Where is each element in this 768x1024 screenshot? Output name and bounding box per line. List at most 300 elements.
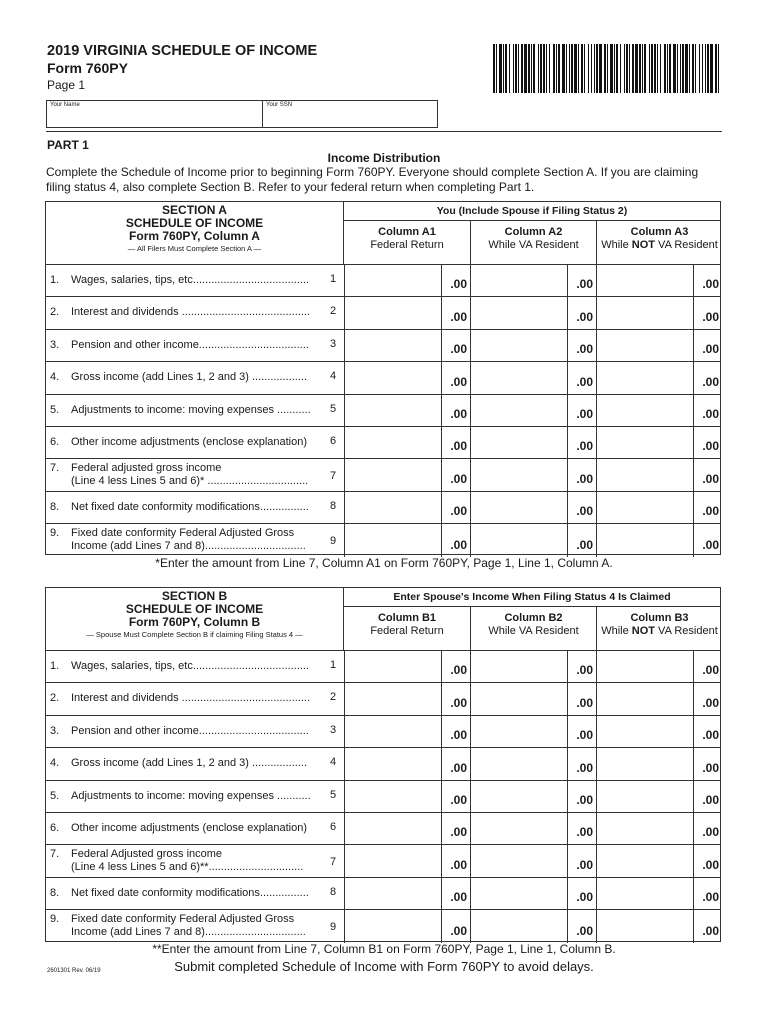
barcode-bar (581, 44, 583, 93)
cents-cell (567, 845, 597, 876)
row-number: 2. (50, 692, 60, 705)
amount-field[interactable] (596, 845, 722, 876)
row-description: Wages, salaries, tips, etc...................................... (71, 660, 309, 672)
row-description: Wages, salaries, tips, etc...................................... (71, 274, 309, 286)
cents-cell (693, 683, 723, 714)
amount-field[interactable] (344, 297, 470, 328)
cents-cell (567, 910, 597, 942)
cents-label: .00 (702, 309, 719, 324)
table-row (46, 524, 720, 556)
cents-label: .00 (702, 277, 719, 292)
amount-field[interactable] (596, 683, 722, 714)
barcode-bar (521, 44, 523, 93)
row-number: 7. (50, 462, 60, 475)
table-row (46, 330, 720, 362)
amount-field[interactable] (470, 524, 596, 556)
row-description: Other income adjustments (enclose explanation) (71, 821, 308, 834)
submit-note: Submit completed Schedule of Income with Form 760PY to avoid delays. (174, 959, 594, 974)
cents-label: .00 (576, 277, 593, 292)
barcode-bar (669, 44, 671, 93)
row-description: Net fixed date conformity modifications................ (71, 500, 309, 513)
barcode-bar (715, 44, 717, 93)
cents-label: .00 (450, 728, 467, 743)
amount-field[interactable] (470, 910, 596, 942)
cents-label: .00 (450, 792, 467, 807)
section-form: Form 760PY, Column B (128, 615, 261, 629)
barcode-bar (660, 44, 661, 93)
amount-field[interactable] (596, 651, 722, 682)
barcode-bar (629, 44, 630, 93)
amount-field[interactable] (470, 297, 596, 328)
cents-label: .00 (576, 663, 593, 678)
line-number: 9 (330, 535, 337, 548)
line-number: 7 (330, 856, 337, 869)
row-number: 8. (50, 500, 60, 513)
amount-field[interactable] (470, 878, 596, 909)
barcode-bar (543, 44, 545, 93)
cents-label: .00 (702, 342, 719, 357)
amount-field[interactable] (470, 845, 596, 876)
table-row (46, 265, 720, 297)
section-note: — All Filers Must Complete Section A — (127, 244, 262, 253)
cents-label: .00 (576, 695, 593, 710)
cents-cell (693, 878, 723, 909)
table-row (46, 878, 720, 910)
cents-label: .00 (702, 857, 719, 872)
cents-cell (441, 683, 471, 714)
barcode-bar (528, 44, 530, 93)
line-number: 2 (330, 691, 337, 704)
barcode-bar (639, 44, 641, 93)
cents-cell (693, 651, 723, 682)
column-subtitle: Federal Return (370, 625, 444, 637)
line-number: 5 (330, 402, 337, 415)
barcode-bar (493, 44, 495, 93)
row-number: 8. (50, 886, 60, 899)
barcode-bar (624, 44, 625, 93)
table-row (46, 781, 720, 813)
barcode-bar (642, 44, 643, 93)
cents-cell (693, 813, 723, 844)
amount-field[interactable] (596, 362, 722, 393)
table-row (46, 813, 720, 845)
column-header (596, 221, 722, 264)
cents-cell (693, 524, 723, 556)
barcode-bar (546, 44, 547, 93)
column-band: Enter Spouse's Income When Filing Status 4 Is Claimed (344, 588, 720, 607)
cents-label: .00 (576, 760, 593, 775)
cents-label: .00 (576, 728, 593, 743)
row-number: 5. (50, 403, 60, 416)
row-number: 7. (50, 848, 60, 861)
line-number: 8 (330, 499, 337, 512)
cents-label: .00 (576, 923, 593, 938)
barcode-bar (610, 44, 613, 93)
amount-field[interactable] (344, 748, 470, 779)
amount-field[interactable] (470, 683, 596, 714)
amount-field[interactable] (470, 651, 596, 682)
page-label: Page 1 (47, 78, 86, 92)
barcode-bar (620, 44, 621, 93)
amount-field[interactable] (470, 492, 596, 523)
column-name: Column B2 (504, 612, 563, 624)
cents-cell (567, 524, 597, 556)
barcode-bar (515, 44, 517, 93)
amount-field[interactable] (344, 362, 470, 393)
cents-label: .00 (702, 760, 719, 775)
section-title: SECTION B (161, 589, 228, 603)
barcode-icon (493, 44, 721, 93)
cents-label: .00 (576, 342, 593, 357)
cents-cell (441, 297, 471, 328)
row-description: Net fixed date conformity modifications................ (71, 886, 309, 899)
cents-cell (441, 459, 471, 490)
table-row (46, 716, 720, 748)
cents-label: .00 (702, 728, 719, 743)
cents-label: .00 (450, 695, 467, 710)
barcode-bar (496, 44, 497, 93)
cents-label: .00 (450, 663, 467, 678)
amount-field[interactable] (596, 813, 722, 844)
amount-field[interactable] (470, 459, 596, 490)
cents-cell (567, 748, 597, 779)
table-row (46, 459, 720, 491)
cents-label: .00 (702, 890, 719, 905)
row-description: Pension and other income.................................... (71, 338, 309, 351)
row-description: Interest and dividends .......................................... (71, 306, 311, 319)
barcode-bar (718, 44, 719, 93)
cents-cell (567, 651, 597, 682)
column-subtitle: While NOT VA Resident (601, 239, 718, 251)
section-note: — Spouse Must Complete Section B if claiming Filing Status 4 — (86, 630, 303, 639)
cents-label: .00 (450, 439, 467, 454)
barcode-bar (588, 44, 589, 93)
divider (46, 131, 722, 132)
line-number: 9 (330, 921, 337, 934)
barcode-bar (677, 44, 678, 93)
barcode-bar (664, 44, 666, 93)
cents-label: .00 (450, 857, 467, 872)
barcode-bar (599, 44, 602, 93)
column-name: Column A1 (378, 226, 436, 238)
part-heading: Income Distribution (327, 151, 441, 165)
cents-cell (567, 297, 597, 328)
section-subtitle: SCHEDULE OF INCOME (125, 216, 264, 230)
barcode-bar (540, 44, 542, 93)
taxpayer-id-box (46, 100, 438, 128)
amount-field[interactable] (344, 683, 470, 714)
row-description: Fixed date conformity Federal Adjusted Gross Income (add Lines 7 and 8)................................. (71, 527, 306, 553)
cents-label: .00 (576, 309, 593, 324)
amount-field[interactable] (344, 716, 470, 747)
barcode-bar (654, 44, 656, 93)
cents-label: .00 (450, 342, 467, 357)
line-number: 3 (330, 723, 337, 736)
ssn-field[interactable] (263, 101, 437, 127)
row-number: 1. (50, 274, 60, 286)
column-header (596, 607, 722, 650)
cents-label: .00 (450, 537, 467, 552)
table-row (46, 748, 720, 780)
line-number: 7 (330, 470, 337, 483)
barcode-bar (673, 44, 676, 93)
line-number: 4 (330, 370, 337, 383)
barcode-bar (562, 44, 565, 93)
amount-field[interactable] (470, 362, 596, 393)
amount-field[interactable] (344, 330, 470, 361)
name-field[interactable] (47, 101, 263, 127)
amount-field[interactable] (470, 330, 596, 361)
column-header (344, 221, 470, 264)
cents-cell (693, 362, 723, 393)
amount-field[interactable] (344, 427, 470, 458)
barcode-bar (699, 44, 700, 93)
cents-label: .00 (450, 471, 467, 486)
amount-field[interactable] (470, 813, 596, 844)
line-number: 8 (330, 885, 337, 898)
cents-cell (567, 781, 597, 812)
amount-field[interactable] (470, 716, 596, 747)
cents-cell (693, 781, 723, 812)
section_b-heading (46, 588, 344, 650)
column-subtitle: While VA Resident (488, 625, 579, 637)
barcode-bar (644, 44, 646, 93)
barcode-bar (569, 44, 570, 93)
cents-cell (693, 845, 723, 876)
cents-label: .00 (450, 406, 467, 421)
cents-label: .00 (576, 406, 593, 421)
barcode-bar (538, 44, 539, 93)
cents-label: .00 (576, 504, 593, 519)
table-row (46, 492, 720, 524)
cents-cell (567, 716, 597, 747)
barcode-bar (635, 44, 638, 93)
cents-cell (441, 845, 471, 876)
section_b-rows (46, 650, 720, 943)
amount-field[interactable] (596, 524, 722, 556)
barcode-bar (556, 44, 557, 93)
amount-field[interactable] (344, 492, 470, 523)
barcode-bar (518, 44, 519, 93)
column-name: Column B3 (630, 612, 689, 624)
table-row (46, 297, 720, 329)
cents-cell (693, 330, 723, 361)
cents-cell (567, 878, 597, 909)
cents-label: .00 (576, 537, 593, 552)
cents-cell (567, 459, 597, 490)
barcode-bar (614, 44, 615, 93)
barcode-bar (626, 44, 628, 93)
barcode-bar (682, 44, 684, 93)
part-intro: Complete the Schedule of Income prior to beginning Form 760PY. Everyone should complete Section A. If you are claiming filing status 4, also complete Section B. Refer to your federal return when completing Part 1. (46, 165, 699, 194)
table-row (46, 427, 720, 459)
amount-field[interactable] (596, 395, 722, 426)
barcode-bar (685, 44, 688, 93)
row-number: 6. (50, 435, 60, 448)
barcode-bar (707, 44, 709, 93)
amount-field[interactable] (596, 910, 722, 942)
amount-field[interactable] (596, 748, 722, 779)
row-description: Adjustments to income: moving expenses ........... (71, 789, 311, 802)
barcode-bar (689, 44, 690, 93)
table-row (46, 683, 720, 715)
column-subtitle: While NOT VA Resident (601, 625, 718, 637)
form-code: 2601301 Rev. 06/19 (47, 968, 101, 974)
row-description: Pension and other income.................................... (71, 724, 309, 737)
line-number: 4 (330, 756, 337, 769)
line-number: 2 (330, 305, 337, 318)
amount-field[interactable] (344, 813, 470, 844)
line-number: 1 (330, 273, 337, 285)
section-b-table (45, 587, 721, 942)
part-label: PART 1 (47, 138, 89, 152)
line-number: 1 (330, 659, 337, 671)
form-title: 2019 VIRGINIA SCHEDULE OF INCOME (47, 43, 318, 59)
row-description: Gross income (add Lines 1, 2 and 3) .................. (71, 371, 307, 384)
barcode-bar (667, 44, 668, 93)
barcode-bar (553, 44, 555, 93)
cents-cell (441, 395, 471, 426)
cents-label: .00 (702, 825, 719, 840)
cents-cell (567, 427, 597, 458)
section-subtitle: SCHEDULE OF INCOME (125, 602, 264, 616)
cents-cell (567, 362, 597, 393)
row-number: 3. (50, 338, 60, 351)
cents-cell (567, 683, 597, 714)
amount-field[interactable] (596, 878, 722, 909)
section-title: SECTION A (162, 203, 227, 217)
amount-field[interactable] (344, 265, 470, 296)
section_a-rows (46, 264, 720, 557)
row-description: Federal Adjusted gross income (Line 4 less Lines 5 and 6)**............................... (71, 848, 304, 874)
cents-cell (693, 910, 723, 942)
cents-label: .00 (702, 374, 719, 389)
cents-label: .00 (450, 890, 467, 905)
line-number: 5 (330, 788, 337, 801)
amount-field[interactable] (344, 910, 470, 942)
column-band: You (Include Spouse if Filing Status 2) (344, 202, 720, 221)
cents-cell (693, 748, 723, 779)
barcode-bar (607, 44, 608, 93)
amount-field[interactable] (470, 395, 596, 426)
amount-field[interactable] (596, 781, 722, 812)
barcode-bar (616, 44, 618, 93)
line-number: 3 (330, 337, 337, 350)
row-description: Adjustments to income: moving expenses ........... (71, 403, 311, 416)
ssn-field-label: Your SSN (266, 102, 293, 108)
cents-cell (441, 878, 471, 909)
cents-cell (441, 748, 471, 779)
cents-cell (567, 492, 597, 523)
line-number: 6 (330, 820, 337, 833)
section-a-table (45, 201, 721, 555)
cents-label: .00 (450, 825, 467, 840)
cents-label: .00 (576, 890, 593, 905)
amount-field[interactable] (596, 492, 722, 523)
cents-label: .00 (702, 923, 719, 938)
row-description: Gross income (add Lines 1, 2 and 3) .................. (71, 757, 307, 770)
barcode-bar (566, 44, 567, 93)
barcode-bar (649, 44, 650, 93)
cents-cell (693, 459, 723, 490)
amount-field[interactable] (344, 395, 470, 426)
amount-field[interactable] (344, 524, 470, 556)
amount-field[interactable] (596, 265, 722, 296)
amount-field[interactable] (470, 748, 596, 779)
amount-field[interactable] (470, 265, 596, 296)
cents-cell (441, 781, 471, 812)
column-name: Column B1 (377, 612, 437, 624)
column-subtitle: Federal Return (370, 239, 444, 251)
column-header (470, 607, 596, 650)
barcode-bar (692, 44, 694, 93)
barcode-bar (571, 44, 573, 93)
cents-label: .00 (702, 537, 719, 552)
cents-cell (693, 265, 723, 296)
amount-field[interactable] (596, 459, 722, 490)
barcode-bar (710, 44, 713, 93)
cents-cell (567, 330, 597, 361)
amount-field[interactable] (344, 878, 470, 909)
amount-field[interactable] (470, 781, 596, 812)
barcode-bar (702, 44, 703, 93)
amount-field[interactable] (344, 781, 470, 812)
cents-label: .00 (576, 857, 593, 872)
cents-label: .00 (450, 374, 467, 389)
barcode-bar (549, 44, 550, 93)
cents-label: .00 (450, 923, 467, 938)
form-number: Form 760PY (47, 60, 128, 76)
cents-cell (441, 265, 471, 296)
cents-cell (441, 813, 471, 844)
amount-field[interactable] (344, 459, 470, 490)
row-number: 9. (50, 913, 60, 926)
barcode-bar (632, 44, 634, 93)
barcode-bar (509, 44, 510, 93)
amount-field[interactable] (344, 845, 470, 876)
barcode-bar (651, 44, 653, 93)
row-number: 4. (50, 371, 60, 384)
cents-cell (441, 427, 471, 458)
row-number: 3. (50, 724, 60, 737)
barcode-bar (533, 44, 535, 93)
amount-field[interactable] (596, 716, 722, 747)
amount-field[interactable] (596, 297, 722, 328)
barcode-bar (505, 44, 507, 93)
amount-field[interactable] (596, 427, 722, 458)
table-row (46, 395, 720, 427)
row-description: Interest and dividends .......................................... (71, 692, 311, 705)
cents-cell (567, 395, 597, 426)
cents-label: .00 (702, 792, 719, 807)
barcode-bar (594, 44, 595, 93)
cents-cell (693, 492, 723, 523)
row-description: Fixed date conformity Federal Adjusted Gross Income (add Lines 7 and 8)................................. (71, 913, 306, 939)
amount-field[interactable] (596, 330, 722, 361)
cents-cell (441, 492, 471, 523)
row-description: Federal adjusted gross income (Line 4 less Lines 5 and 6)* ................................. (71, 462, 309, 488)
row-number: 9. (50, 527, 60, 540)
section-form: Form 760PY, Column A (129, 229, 260, 243)
column-header (344, 607, 470, 650)
row-number: 4. (50, 757, 60, 770)
amount-field[interactable] (344, 651, 470, 682)
amount-field[interactable] (470, 427, 596, 458)
line-number: 6 (330, 434, 337, 447)
cents-label: .00 (450, 277, 467, 292)
row-number: 6. (50, 821, 60, 834)
column-name: Column A2 (504, 226, 563, 238)
